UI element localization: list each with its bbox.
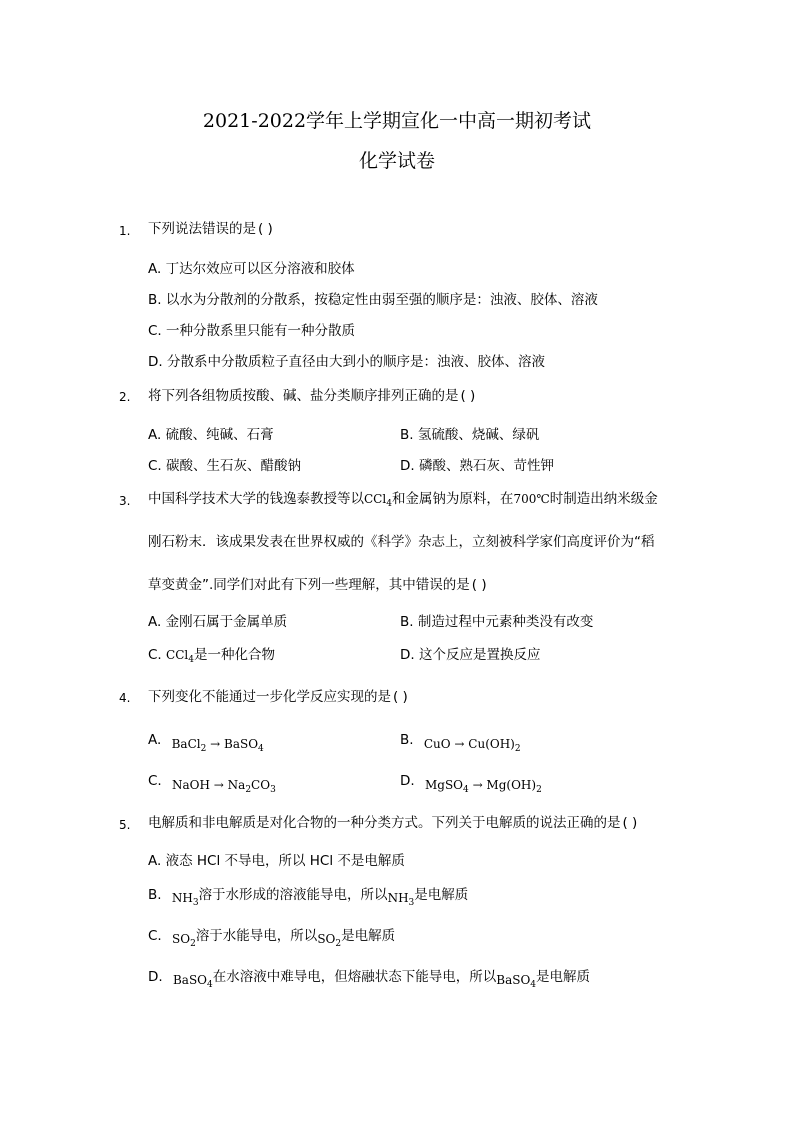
- stem-text: 中国科学技术大学的钱逸泰教授等以: [148, 491, 364, 507]
- subscript: 3: [192, 898, 199, 908]
- subscript: 3: [408, 898, 415, 908]
- formula-text: SO: [172, 932, 191, 946]
- formula-text: BaSO: [496, 973, 531, 987]
- question-number: 2.: [119, 390, 131, 404]
- exam-subtitle: 化学试卷: [358, 150, 435, 172]
- reaction-formula: [171, 737, 264, 754]
- exam-title: 2021-2022学年上学期宣化一中高一期初考试: [202, 110, 592, 132]
- stem-text: 下列说法错误的是: [148, 221, 256, 237]
- question-stem: [148, 814, 637, 832]
- subscript: 2: [190, 939, 196, 949]
- answer-paren: ( ): [622, 815, 638, 831]
- subscript: 2: [514, 744, 521, 754]
- option-d: [148, 968, 590, 991]
- option-b: [400, 731, 521, 754]
- option-a: A. 液态 HCl 不导电，所以 HCl 不是电解质: [148, 853, 405, 869]
- option-d: [400, 772, 542, 795]
- option-c: C. 一种分散系里只能有一种分散质: [148, 323, 356, 339]
- option-a: [148, 731, 264, 754]
- formula-text: CO: [251, 778, 271, 792]
- subscript: 4: [463, 785, 469, 795]
- option-label: C.: [148, 647, 162, 663]
- subscript: 4: [188, 655, 194, 665]
- option-text: 溶于水形成的溶液能导电，所以: [198, 887, 388, 903]
- option-d: D. 磷酸、熟石灰、苛性钾: [400, 458, 554, 474]
- option-a: A. 丁达尔效应可以区分溶液和胶体: [148, 261, 355, 277]
- stem-text: 将下列各组物质按酸、碱、盐分类顺序排列正确的是: [148, 388, 459, 404]
- stem-text: 草变黄金”.同学们对此有下列一些理解，其中错误的是: [148, 577, 470, 593]
- subscript: 2: [536, 785, 542, 795]
- subscript: 4: [530, 980, 537, 990]
- option-text: 是电解质: [414, 887, 469, 903]
- formula-text: MgSO: [424, 778, 464, 792]
- question-stem-line-2: 刚石粉末．该成果发表在世界权威的《科学》杂志上，立刻被科学家们高度评价为“稻: [148, 534, 655, 550]
- option-label: A.: [148, 732, 162, 748]
- subscript: 3: [270, 785, 276, 795]
- formula-text: CCl: [364, 492, 387, 506]
- subscript: 4: [207, 980, 213, 990]
- subscript: 2: [335, 939, 342, 949]
- stem-text: 下列变化不能通过一步化学反应实现的是: [148, 689, 391, 705]
- question-stem: [148, 688, 408, 706]
- option-b: [148, 886, 468, 909]
- answer-paren: ( ): [460, 388, 476, 404]
- question-number: 1.: [119, 224, 131, 238]
- question-number: 4.: [119, 691, 131, 705]
- option-text: 在水溶液中难导电，但熔融状态下能导电，所以: [212, 969, 497, 985]
- stem-text: 电解质和非电解质是对化合物的一种分类方式。下列关于电解质的说法正确的是: [148, 815, 621, 831]
- subscript: 2: [245, 785, 252, 795]
- formula-ccl4: [364, 492, 392, 509]
- reaction-formula: [424, 778, 542, 795]
- question-number: 5.: [119, 818, 131, 832]
- option-label: B.: [148, 887, 162, 903]
- option-d: D. 这个反应是置换反应: [400, 647, 541, 663]
- option-a: A. 金刚石属于金属单质: [148, 614, 288, 630]
- formula-text: BaSO: [172, 973, 208, 987]
- question-stem-line-1: [148, 490, 658, 513]
- subscript: 4: [386, 499, 392, 509]
- formula-text: CuO → Cu(OH): [423, 737, 515, 751]
- question-stem: [148, 387, 475, 405]
- formula-text: → BaSO: [206, 737, 259, 751]
- question-number: 3.: [119, 494, 131, 508]
- option-text: 是一种化合物: [193, 647, 275, 663]
- formula-so2: [317, 932, 342, 949]
- temperature: 700℃: [513, 492, 550, 506]
- subscript: 2: [200, 744, 207, 754]
- reaction-formula: [423, 737, 521, 754]
- formula-text: SO: [317, 932, 336, 946]
- formula-ccl4: [166, 648, 194, 665]
- option-c: [148, 772, 276, 795]
- option-text: 是电解质: [341, 928, 396, 944]
- question-stem-line-3: [148, 576, 487, 594]
- formula-text: → Mg(OH): [468, 778, 537, 792]
- option-c: C. 碳酸、生石灰、醋酸钠: [148, 458, 302, 474]
- formula-nh3: [387, 891, 415, 908]
- formula-text: NH: [387, 891, 409, 905]
- formula-baso4: [496, 973, 537, 990]
- reaction-formula: [172, 778, 276, 795]
- stem-text: 时制造出纳米级金: [549, 491, 658, 507]
- formula-text: NaOH → Na: [172, 778, 246, 792]
- option-text: 是电解质: [536, 969, 591, 985]
- answer-paren: ( ): [471, 577, 487, 593]
- option-label: C.: [148, 773, 162, 789]
- option-b: B. 以水为分散剂的分散系，按稳定性由弱至强的顺序是：浊液、胶体、溶液: [148, 292, 598, 308]
- option-b: B. 氢硫酸、烧碱、绿矾: [400, 427, 540, 443]
- question-stem: [148, 220, 273, 238]
- stem-text: 和金属钠为原料，在: [391, 491, 514, 507]
- answer-paren: ( ): [258, 221, 273, 237]
- option-c: [148, 927, 395, 950]
- answer-paren: ( ): [393, 689, 408, 705]
- option-label: B.: [400, 732, 414, 748]
- formula-text: CCl: [166, 648, 189, 662]
- formula-so2: [172, 932, 196, 949]
- formula-baso4: [172, 973, 213, 990]
- option-label: D.: [400, 773, 415, 789]
- option-text: 溶于水能导电，所以: [195, 928, 318, 944]
- option-b: B. 制造过程中元素种类没有改变: [400, 614, 594, 630]
- option-c: [148, 646, 275, 669]
- formula-text: NH: [171, 891, 193, 905]
- option-d: D. 分散系中分散质粒子直径由大到小的顺序是：浊液、胶体、溶液: [148, 354, 545, 370]
- option-label: C.: [148, 928, 162, 944]
- formula-text: BaCl: [171, 737, 201, 751]
- option-a: A. 硫酸、纯碱、石膏: [148, 427, 274, 443]
- option-label: D.: [148, 969, 163, 985]
- formula-nh3: [171, 891, 199, 908]
- subscript: 4: [258, 744, 264, 754]
